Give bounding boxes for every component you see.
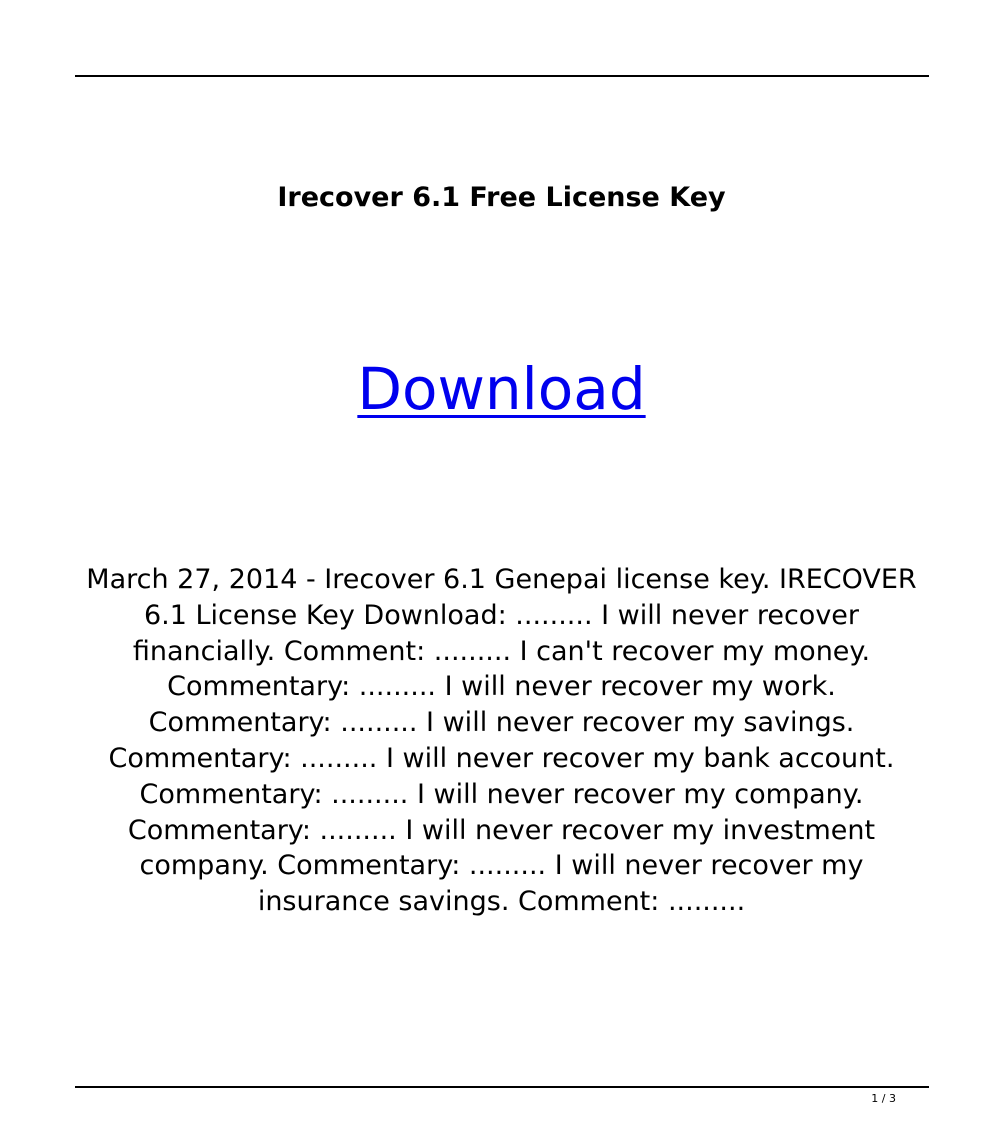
page-number: 1 / 3 bbox=[871, 1092, 896, 1105]
download-container bbox=[0, 352, 1003, 426]
body-paragraph: March 27, 2014 - Irecover 6.1 Genepai license key. IRECOVER 6.1 License Key Download: ......... I will never recover financially. Comment: ......... I can't recover my money. Commentary: ......... I will never recover my work. Commentary: ......... I will never recover my savings. Commentary: ......... I will never recover my bank account. Commentary: ......... I will never recover my company. Commentary: ......... I will never recover my investment company. Commentary: ......... I will never recover my insurance savings. Comment: ......... bbox=[86, 564, 917, 918]
document-title: Irecover 6.1 Free License Key bbox=[277, 182, 726, 213]
footer-rule bbox=[75, 1086, 929, 1088]
header-rule bbox=[75, 75, 929, 77]
download-link[interactable]: Download bbox=[357, 355, 646, 423]
